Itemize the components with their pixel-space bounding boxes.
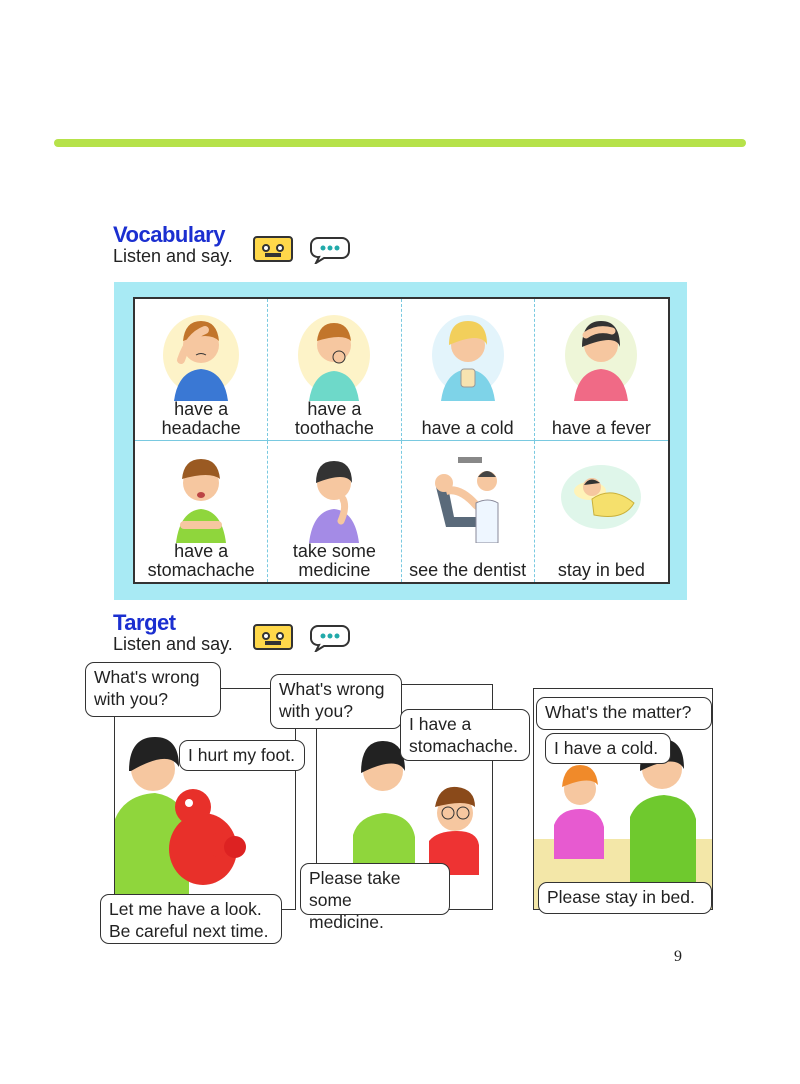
cassette-tape-icon[interactable]	[253, 236, 293, 262]
bubble-text: I have a	[409, 714, 472, 734]
speech-bubble-icon[interactable]	[310, 236, 350, 264]
green-header-rule	[54, 139, 746, 147]
target-instruction: Listen and say.	[113, 634, 233, 654]
vocab-item-fever	[535, 299, 668, 441]
speech-bubble-stomachache	[400, 709, 530, 761]
cassette-tape-icon[interactable]	[253, 624, 293, 650]
speech-bubble-whats-wrong-1	[85, 662, 221, 717]
bubble-text: stomachache.	[409, 736, 518, 756]
bubble-text: I have a cold.	[554, 738, 659, 758]
vocab-caption-line1: have a	[174, 398, 229, 419]
vocab-caption-line2: see the dentist	[409, 560, 527, 580]
bubble-text: What's wrong	[94, 667, 200, 687]
bubble-text: Please stay in bed.	[547, 887, 695, 907]
stay-in-bed-illustration	[556, 447, 646, 543]
fever-illustration	[556, 305, 646, 401]
vocabulary-grid	[133, 297, 670, 584]
bubble-text: What's the matter?	[545, 702, 692, 722]
vocab-item-cold	[402, 299, 535, 441]
bubble-text: Be careful next time.	[109, 921, 269, 941]
target-title: Target	[113, 610, 176, 635]
headache-illustration	[156, 305, 246, 401]
speech-bubble-icon[interactable]	[310, 624, 350, 652]
vocab-item-stay-in-bed	[535, 441, 668, 583]
vocab-item-stomachache	[135, 441, 268, 583]
vocab-caption-line2: medicine	[298, 560, 371, 580]
vocab-item-medicine	[268, 441, 401, 583]
speech-bubble-take-medicine	[300, 863, 450, 932]
vocab-item-toothache	[268, 299, 401, 441]
speech-bubble-stay-in-bed	[538, 882, 712, 914]
vocab-caption-line2: toothache	[294, 417, 374, 438]
speech-bubble-have-a-cold	[545, 733, 671, 764]
bubble-text: I hurt my foot.	[188, 745, 295, 765]
vocab-caption-line2: have a cold	[421, 417, 514, 438]
vocab-caption-line1: have a	[174, 541, 229, 561]
vocab-caption-line2: headache	[161, 417, 241, 438]
vocab-caption-line2: stay in bed	[557, 560, 645, 580]
comic-panel-1	[114, 688, 296, 910]
medicine-illustration	[289, 447, 379, 543]
speech-bubble-whats-wrong-2	[270, 674, 402, 729]
page-number: 9	[674, 948, 682, 965]
cold-illustration	[423, 305, 513, 401]
vocab-caption-line1: have a	[307, 398, 362, 419]
stomachache-illustration	[156, 447, 246, 543]
vocab-caption-line2: stomachache	[147, 560, 255, 580]
speech-bubble-hurt-foot	[179, 740, 305, 771]
vocab-item-headache	[135, 299, 268, 441]
bubble-text: with you?	[279, 701, 353, 721]
mother-with-red-dinosaur-illustration	[115, 689, 295, 909]
bubble-text: with you?	[94, 689, 168, 709]
toothache-illustration	[289, 305, 379, 401]
vocabulary-title: Vocabulary	[113, 222, 225, 247]
bubble-text: medicine.	[309, 912, 384, 932]
speech-bubble-whats-the-matter	[536, 697, 712, 730]
bubble-text: Let me have a look.	[109, 899, 262, 919]
dentist-illustration	[418, 447, 518, 543]
vocab-caption-line1: take some	[292, 541, 376, 561]
bubble-text: Please take some	[309, 868, 401, 910]
vocabulary-instruction: Listen and say.	[113, 246, 233, 266]
bubble-text: What's wrong	[279, 679, 385, 699]
vocab-item-dentist	[402, 441, 535, 583]
vocab-caption-line2: have a fever	[551, 417, 651, 438]
speech-bubble-let-me-look	[100, 894, 282, 944]
